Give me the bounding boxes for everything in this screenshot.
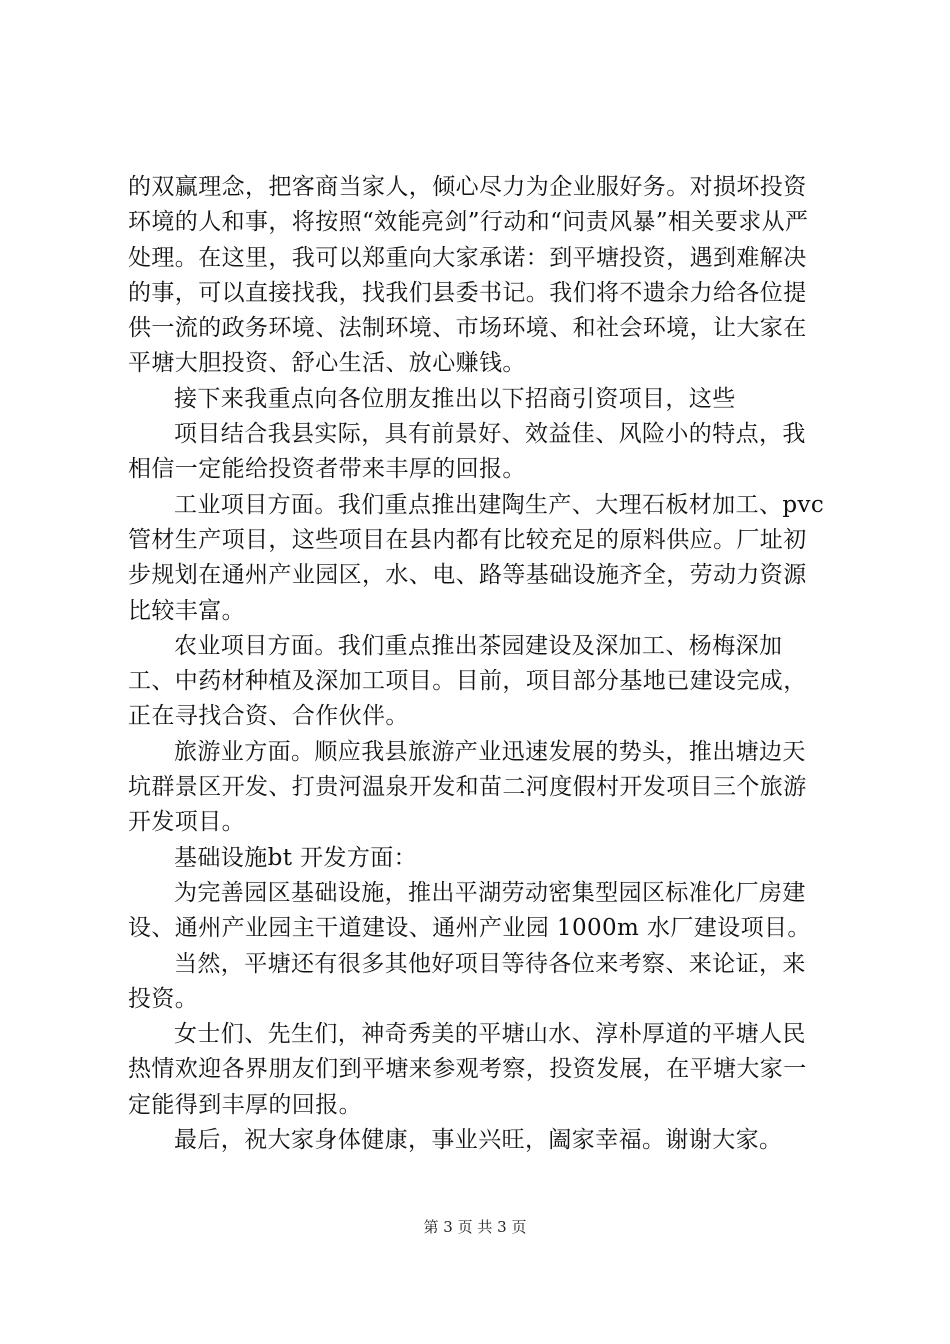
page-footer: 第 3 页 共 3 页 [423,1218,527,1236]
paragraph-closing: 最后，祝大家身体健康，事业兴旺，阖家幸福。谢谢大家。 [174,1127,783,1154]
paragraph-industrial-projects: 工业项目方面。我们重点推出建陶生产、大理石板材加工、pvc 管材生产项目，这些项目在县内都有比较充足的原料供应。厂址初步规划在通州产业园区，水、电、路等基础设施齐全，劳动力资源比较丰富。 [128,491,832,624]
paragraph-infrastructure-heading: 基础设施bt 开发方面： [174,844,418,871]
document-body [128,170,832,1158]
paragraph-other-projects: 当然，平塘还有很多其他好项目等待各位来考察、来论证，来投资。 [128,950,806,1012]
paragraph-tourism-projects: 旅游业方面。顺应我县旅游产业迅速发展的势头，推出塘边天坑群景区开发、打贵河温泉开发和苗二河度假村开发项目三个旅游开发项目。 [128,738,807,836]
paragraph-continuation: 的双赢理念，把客商当家人，倾心尽力为企业服好务。对损坏投资环境的人和事，将按照“效能亮剑”行动和“问责风暴”相关要求从严处理。在这里，我可以郑重向大家承诺：到平塘投资，遇到难解决的事，可以直接找我，找我们县委书记。我们将不遗余力给各位提供一流的政务环境、法制环境、市场环境、和社会环境，让大家在平塘大胆投资、舒心生活、放心赚钱。 [128,174,809,377]
paragraph-projects-intro: 接下来我重点向各位朋友推出以下招商引资项目，这些 [174,385,736,412]
paragraph-invitation: 女士们、先生们，神奇秀美的平塘山水、淳朴厚道的平塘人民热情欢迎各界朋友们到平塘来参观考察，投资发展，在平塘大家一定能得到丰厚的回报。 [128,1021,807,1118]
paragraph-projects-features: 项目结合我县实际，具有前景好、效益佳、风险小的特点，我相信一定能给投资者带来丰厚的回报。 [128,421,806,483]
paragraph-infrastructure-projects: 为完善园区基础设施，推出平湖劳动密集型园区标准化厂房建设、通州产业园主干道建设、通州产业园 1000m 水厂建设项目。 [128,879,811,942]
paragraph-agricultural-projects: 农业项目方面。我们重点推出茶园建设及深加工、杨梅深加工、中药材种植及深加工项目。目前，项目部分基地已建设完成，正在寻找合资、合作伙伴。 [128,632,807,730]
